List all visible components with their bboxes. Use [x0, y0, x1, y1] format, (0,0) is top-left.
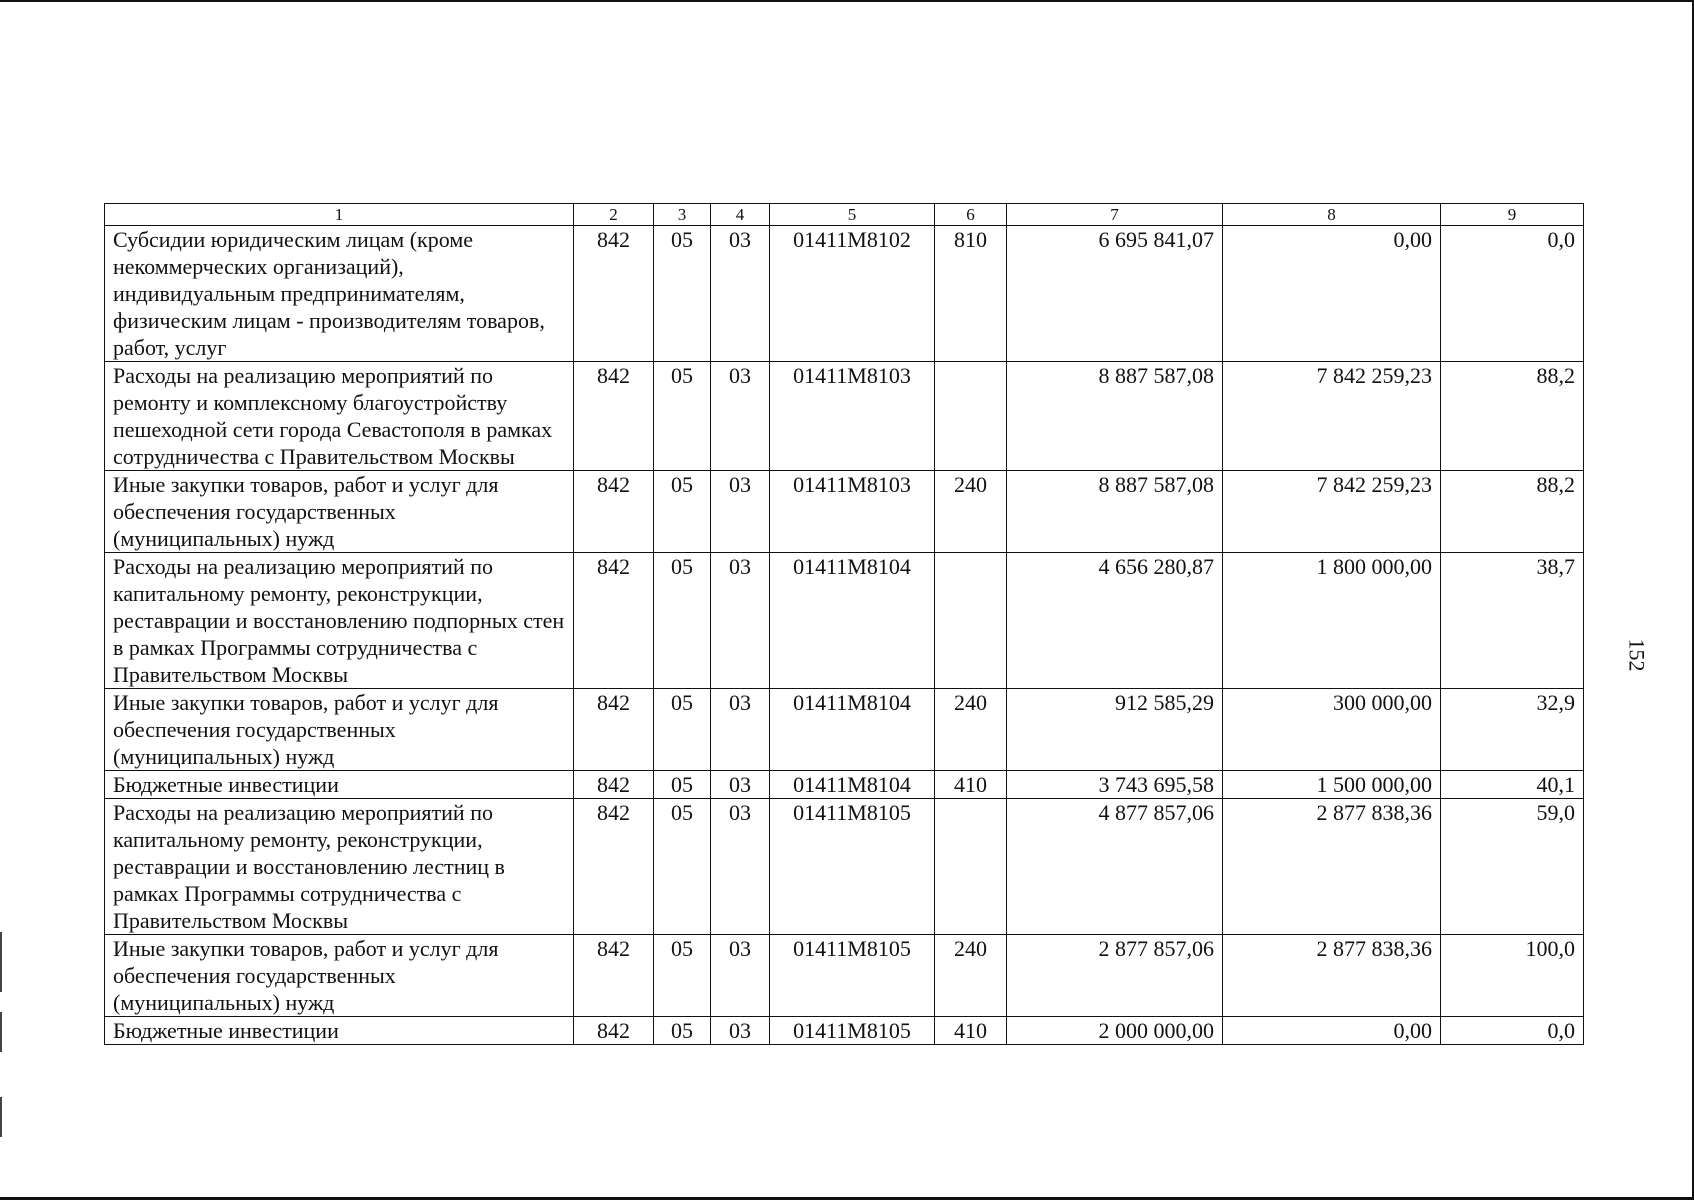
section-cell: 05	[654, 471, 711, 553]
column-header-1: 1	[105, 204, 574, 226]
row-name-cell: Бюджетные инвестиции	[105, 771, 574, 799]
admin-code-cell: 842	[574, 553, 654, 689]
expense-type-cell: 240	[935, 935, 1007, 1017]
target-article-cell: 01411M8105	[770, 799, 935, 935]
admin-code-cell: 842	[574, 1017, 654, 1045]
table-row	[105, 1017, 1584, 1045]
column-header-6: 6	[935, 204, 1007, 226]
table-row	[105, 799, 1584, 935]
column-header-9: 9	[1441, 204, 1584, 226]
section-cell: 05	[654, 362, 711, 471]
target-article-cell: 01411M8104	[770, 689, 935, 771]
subsection-cell: 03	[711, 689, 770, 771]
percent-cell: 38,7	[1441, 553, 1584, 689]
executed-amount-cell: 2 877 838,36	[1223, 799, 1441, 935]
section-cell: 05	[654, 1017, 711, 1045]
percent-cell: 59,0	[1441, 799, 1584, 935]
table-row	[105, 471, 1584, 553]
row-name-cell: Иные закупки товаров, работ и услуг для обеспечения государственных (муниципальных) нужд	[105, 689, 574, 771]
target-article-cell: 01411M8103	[770, 362, 935, 471]
plan-amount-cell: 912 585,29	[1007, 689, 1223, 771]
subsection-cell: 03	[711, 935, 770, 1017]
section-cell: 05	[654, 935, 711, 1017]
target-article-cell: 01411M8102	[770, 226, 935, 362]
row-name-cell: Иные закупки товаров, работ и услуг для обеспечения государственных (муниципальных) нужд	[105, 471, 574, 553]
section-cell: 05	[654, 689, 711, 771]
admin-code-cell: 842	[574, 799, 654, 935]
expense-type-cell	[935, 362, 1007, 471]
executed-amount-cell: 0,00	[1223, 226, 1441, 362]
target-article-cell: 01411M8105	[770, 1017, 935, 1045]
admin-code-cell: 842	[574, 471, 654, 553]
admin-code-cell: 842	[574, 689, 654, 771]
plan-amount-cell: 4 877 857,06	[1007, 799, 1223, 935]
plan-amount-cell: 2 877 857,06	[1007, 935, 1223, 1017]
column-header-5: 5	[770, 204, 935, 226]
admin-code-cell: 842	[574, 362, 654, 471]
table-row	[105, 689, 1584, 771]
executed-amount-cell: 7 842 259,23	[1223, 362, 1441, 471]
plan-amount-cell: 8 887 587,08	[1007, 471, 1223, 553]
expense-type-cell: 240	[935, 689, 1007, 771]
subsection-cell: 03	[711, 799, 770, 935]
executed-amount-cell: 0,00	[1223, 1017, 1441, 1045]
section-cell: 05	[654, 226, 711, 362]
admin-code-cell: 842	[574, 771, 654, 799]
column-header-3: 3	[654, 204, 711, 226]
scan-edge-mark	[0, 932, 2, 992]
target-article-cell: 01411M8104	[770, 771, 935, 799]
expense-type-cell	[935, 799, 1007, 935]
table-body	[105, 226, 1584, 1045]
percent-cell: 32,9	[1441, 689, 1584, 771]
subsection-cell: 03	[711, 362, 770, 471]
header-row	[105, 204, 1584, 226]
scan-edge-mark	[0, 1097, 2, 1137]
admin-code-cell: 842	[574, 226, 654, 362]
row-name-cell: Расходы на реализацию мероприятий по ремонту и комплексному благоустройству пешеходной сети города Севастополя в рамках сотрудничества с Правительством Москвы	[105, 362, 574, 471]
expense-type-cell	[935, 553, 1007, 689]
expense-type-cell: 240	[935, 471, 1007, 553]
target-article-cell: 01411M8104	[770, 553, 935, 689]
executed-amount-cell: 7 842 259,23	[1223, 471, 1441, 553]
row-name-cell: Субсидии юридическим лицам (кроме некоммерческих организаций), индивидуальным предпринимателям, физическим лицам - производителям товаров, работ, услуг	[105, 226, 574, 362]
plan-amount-cell: 4 656 280,87	[1007, 553, 1223, 689]
table-row	[105, 771, 1584, 799]
column-header-4: 4	[711, 204, 770, 226]
table-row	[105, 226, 1584, 362]
target-article-cell: 01411M8103	[770, 471, 935, 553]
percent-cell: 88,2	[1441, 471, 1584, 553]
column-header-8: 8	[1223, 204, 1441, 226]
section-cell: 05	[654, 771, 711, 799]
section-cell: 05	[654, 553, 711, 689]
subsection-cell: 03	[711, 226, 770, 362]
row-name-cell: Бюджетные инвестиции	[105, 1017, 574, 1045]
table-row	[105, 553, 1584, 689]
percent-cell: 40,1	[1441, 771, 1584, 799]
executed-amount-cell: 1 800 000,00	[1223, 553, 1441, 689]
executed-amount-cell: 300 000,00	[1223, 689, 1441, 771]
column-header-2: 2	[574, 204, 654, 226]
executed-amount-cell: 1 500 000,00	[1223, 771, 1441, 799]
row-name-cell: Расходы на реализацию мероприятий по капитальному ремонту, реконструкции, реставрации и восстановлению лестниц в рамках Программы сотрудничества с Правительством Москвы	[105, 799, 574, 935]
row-name-cell: Иные закупки товаров, работ и услуг для обеспечения государственных (муниципальных) нужд	[105, 935, 574, 1017]
plan-amount-cell: 3 743 695,58	[1007, 771, 1223, 799]
executed-amount-cell: 2 877 838,36	[1223, 935, 1441, 1017]
percent-cell: 0,0	[1441, 1017, 1584, 1045]
plan-amount-cell: 6 695 841,07	[1007, 226, 1223, 362]
section-cell: 05	[654, 799, 711, 935]
target-article-cell: 01411M8105	[770, 935, 935, 1017]
subsection-cell: 03	[711, 1017, 770, 1045]
scan-edge-mark	[0, 1012, 2, 1052]
expense-type-cell: 410	[935, 1017, 1007, 1045]
subsection-cell: 03	[711, 771, 770, 799]
page-number: 152	[1624, 638, 1650, 672]
table-row	[105, 935, 1584, 1017]
plan-amount-cell: 2 000 000,00	[1007, 1017, 1223, 1045]
percent-cell: 0,0	[1441, 226, 1584, 362]
percent-cell: 88,2	[1441, 362, 1584, 471]
subsection-cell: 03	[711, 471, 770, 553]
expense-type-cell: 810	[935, 226, 1007, 362]
expense-type-cell: 410	[935, 771, 1007, 799]
budget-table	[104, 203, 1584, 1045]
row-name-cell: Расходы на реализацию мероприятий по капитальному ремонту, реконструкции, реставрации и восстановлению подпорных стен в рамках Программы сотрудничества с Правительством Москвы	[105, 553, 574, 689]
plan-amount-cell: 8 887 587,08	[1007, 362, 1223, 471]
admin-code-cell: 842	[574, 935, 654, 1017]
percent-cell: 100,0	[1441, 935, 1584, 1017]
column-header-7: 7	[1007, 204, 1223, 226]
subsection-cell: 03	[711, 553, 770, 689]
table-row	[105, 362, 1584, 471]
